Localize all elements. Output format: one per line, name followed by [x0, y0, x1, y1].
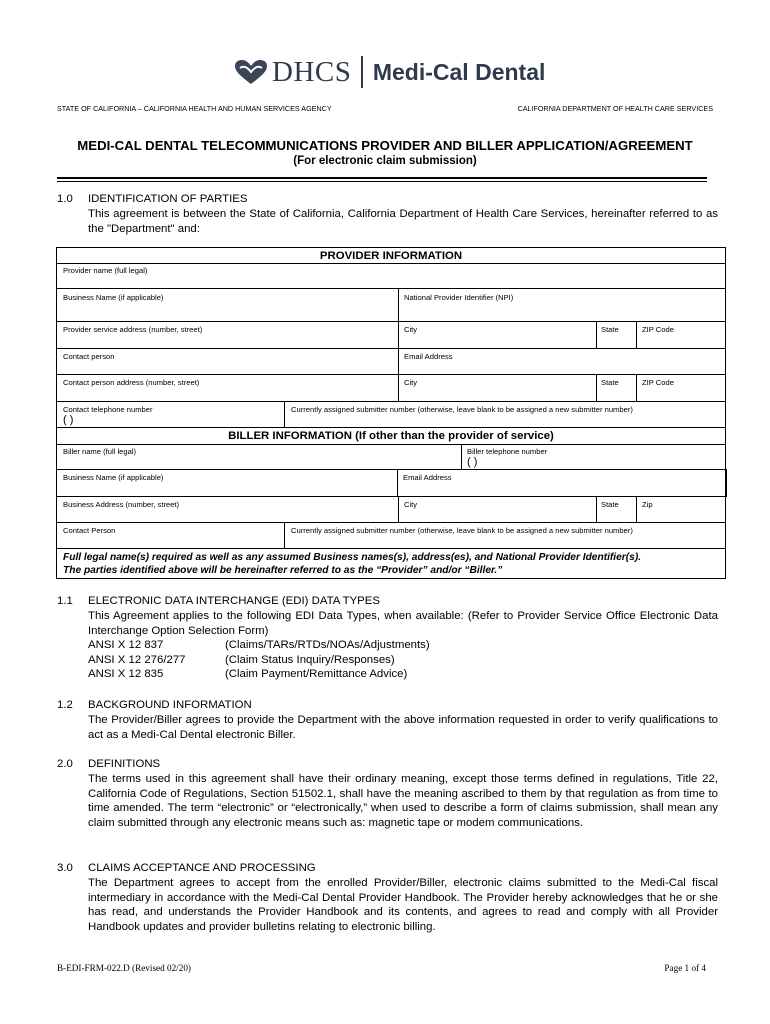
biller-phone-area-code: ( ): [467, 456, 478, 468]
logo-divider: [361, 56, 363, 88]
contact-city-field[interactable]: [398, 374, 597, 402]
edi-desc: (Claim Status Inquiry/Responses): [225, 653, 395, 666]
section-1-0-text: This agreement is between the State of California, California Department of Health Care Services, hereinafter referred to as the "Department" and:: [88, 208, 718, 235]
contact-city-label: City: [404, 378, 418, 387]
submitter-number-field[interactable]: [284, 401, 726, 428]
contact-phone-label: Contact telephone number: [63, 405, 153, 414]
section-2-0-number: 2.0: [57, 758, 73, 770]
biller-email-label: Email Address: [403, 473, 452, 482]
contact-state-field[interactable]: [596, 374, 637, 402]
biller-city-field[interactable]: [398, 496, 597, 523]
notice-line-2: The parties identified above will be hereinafter referred to as the “Provider” and/or “Biller.”: [63, 565, 503, 576]
state-field[interactable]: [596, 321, 637, 349]
form-id: B-EDI-FRM-022.D (Revised 02/20): [57, 963, 191, 973]
contact-person-label: Contact person: [63, 352, 115, 361]
notice-line-1: Full legal name(s) required as well as any assumed Business names(s), address(es), and National Provider Identifier(s).: [63, 552, 642, 563]
program-name: Medi-Cal Dental: [372, 58, 546, 85]
section-2-0-heading: DEFINITIONS: [88, 758, 161, 770]
contact-person-field[interactable]: [56, 348, 399, 375]
biller-submitter-label: Currently assigned submitter number (otherwise, leave blank to be assigned a new submitter number): [291, 526, 633, 535]
biller-contact-label: Contact Person: [63, 526, 116, 535]
provider-info-heading: PROVIDER INFORMATION: [319, 250, 463, 262]
section-1-1-heading: ELECTRONIC DATA INTERCHANGE (EDI) DATA TYPES: [88, 595, 380, 607]
page-subtitle: (For electronic claim submission): [293, 155, 477, 167]
logo-dhcs-text: DHCS: [272, 55, 352, 88]
zip-label: ZIP Code: [642, 325, 674, 334]
business-name-field[interactable]: [56, 288, 399, 322]
biller-zip-label: Zip: [642, 500, 653, 509]
email-field[interactable]: [398, 348, 726, 375]
page-title: MEDI-CAL DENTAL TELECOMMUNICATIONS PROVIDER AND BILLER APPLICATION/AGREEMENT: [77, 138, 693, 153]
biller-phone-field[interactable]: [461, 444, 726, 470]
contact-state-label: State: [601, 378, 619, 387]
contact-zip-label: ZIP Code: [642, 378, 674, 387]
page-number: Page 1 of 4: [664, 963, 706, 973]
city-label: City: [404, 325, 418, 334]
dhcs-logo: [234, 52, 545, 92]
section-1-1-number: 1.1: [57, 595, 73, 607]
edi-code: ANSI X 12 837: [88, 639, 164, 651]
biller-state-label: State: [601, 500, 619, 509]
npi-label: National Provider Identifier (NPI): [404, 293, 514, 302]
contact-zip-field[interactable]: [636, 374, 726, 402]
zip-field[interactable]: [636, 321, 726, 349]
biller-phone-label: Biller telephone number: [467, 447, 548, 456]
section-1-2-number: 1.2: [57, 699, 73, 711]
npi-field[interactable]: [398, 288, 726, 322]
edi-type-row: [88, 638, 430, 682]
contact-address-field[interactable]: [56, 374, 399, 402]
biller-submitter-field[interactable]: [284, 522, 726, 549]
section-1-2-text: The Provider/Biller agrees to provide the Department with the above information requested in order to verify qualifications to act as a Medi-Cal Dental electronic Biller.: [88, 714, 718, 741]
biller-contact-field[interactable]: [56, 522, 285, 549]
biller-name-label: Biller name (full legal): [63, 447, 137, 456]
biller-address-label: Business Address (number, street): [63, 500, 180, 509]
agency-left: STATE OF CALIFORNIA – CALIFORNIA HEALTH AND HUMAN SERVICES AGENCY: [57, 104, 332, 113]
business-name-label: Business Name (if applicable): [63, 293, 164, 302]
agency-right: CALIFORNIA DEPARTMENT OF HEALTH CARE SERVICES: [517, 104, 713, 113]
biller-info-heading: BILLER INFORMATION (If other than the provider of service): [228, 430, 554, 442]
section-2-0-text: The terms used in this agreement shall have their ordinary meaning, except those terms defined in regulations, Title 22, California Code of Regulations, Section 51502.1, shall have the meaning ascribed to them by that regulation as from time to time amended. The term “electronic” or “electronically,” when used to describe a form of claims submission, shall mean any claim submitted through any electronic means such as: magnetic tape or modem communications.: [88, 773, 718, 829]
section-3-0-number: 3.0: [57, 862, 73, 874]
service-address-field[interactable]: [56, 321, 399, 349]
contact-phone-field[interactable]: [56, 401, 285, 428]
biller-business-label: Business Name (if applicable): [63, 473, 164, 482]
provider-name-field[interactable]: [56, 263, 726, 289]
biller-business-field[interactable]: [56, 469, 398, 497]
biller-email-field[interactable]: [397, 469, 727, 497]
section-1-1-text: This Agreement applies to the following EDI Data Types, when available: (Refer to Provider Service Office Electronic Data Interchange Option Selection Form): [88, 610, 718, 637]
title-rule-thin: [57, 181, 707, 182]
heart-hands-icon: [234, 59, 268, 85]
phone-area-code: ( ): [63, 414, 74, 426]
email-label: Email Address: [404, 352, 453, 361]
biller-address-field[interactable]: [56, 496, 399, 523]
edi-code: ANSI X 12 835: [88, 668, 164, 681]
biller-city-label: City: [404, 500, 418, 509]
city-field[interactable]: [398, 321, 597, 349]
biller-name-field[interactable]: [56, 444, 462, 470]
service-address-label: Provider service address (number, street): [63, 325, 203, 334]
section-3-0-heading: CLAIMS ACCEPTANCE AND PROCESSING: [88, 862, 316, 874]
section-1-0-number: 1.0: [57, 193, 73, 205]
title-rule: [57, 177, 707, 179]
parties-form: [56, 247, 726, 579]
section-1-2-heading: BACKGROUND INFORMATION: [88, 699, 252, 711]
contact-address-label: Contact person address (number, street): [63, 378, 200, 387]
edi-code: ANSI X 12 276/277: [88, 653, 186, 666]
section-1-0-heading: IDENTIFICATION OF PARTIES: [88, 193, 248, 205]
provider-name-label: Provider name (full legal): [63, 266, 148, 275]
edi-desc: (Claims/TARs/RTDs/NOAs/Adjustments): [225, 639, 430, 651]
state-label: State: [601, 325, 619, 334]
submitter-number-label: Currently assigned submitter number (otherwise, leave blank to be assigned a new submitter number): [291, 405, 633, 414]
edi-desc: (Claim Payment/Remittance Advice): [225, 668, 408, 681]
section-3-0-text: The Department agrees to accept from the enrolled Provider/Biller, electronic claims submitted to the Medi-Cal fiscal intermediary in accordance with the Medi-Cal Dental Provider Handbook. The Provider hereby acknowledges that he or she has read, and understands the Provider Handbook and its contents, and agrees to read and comply with all Provider Handbook updates and provider bulletins relating to electronic billing.: [88, 877, 718, 933]
biller-zip-field[interactable]: [636, 496, 726, 523]
biller-state-field[interactable]: [596, 496, 637, 523]
